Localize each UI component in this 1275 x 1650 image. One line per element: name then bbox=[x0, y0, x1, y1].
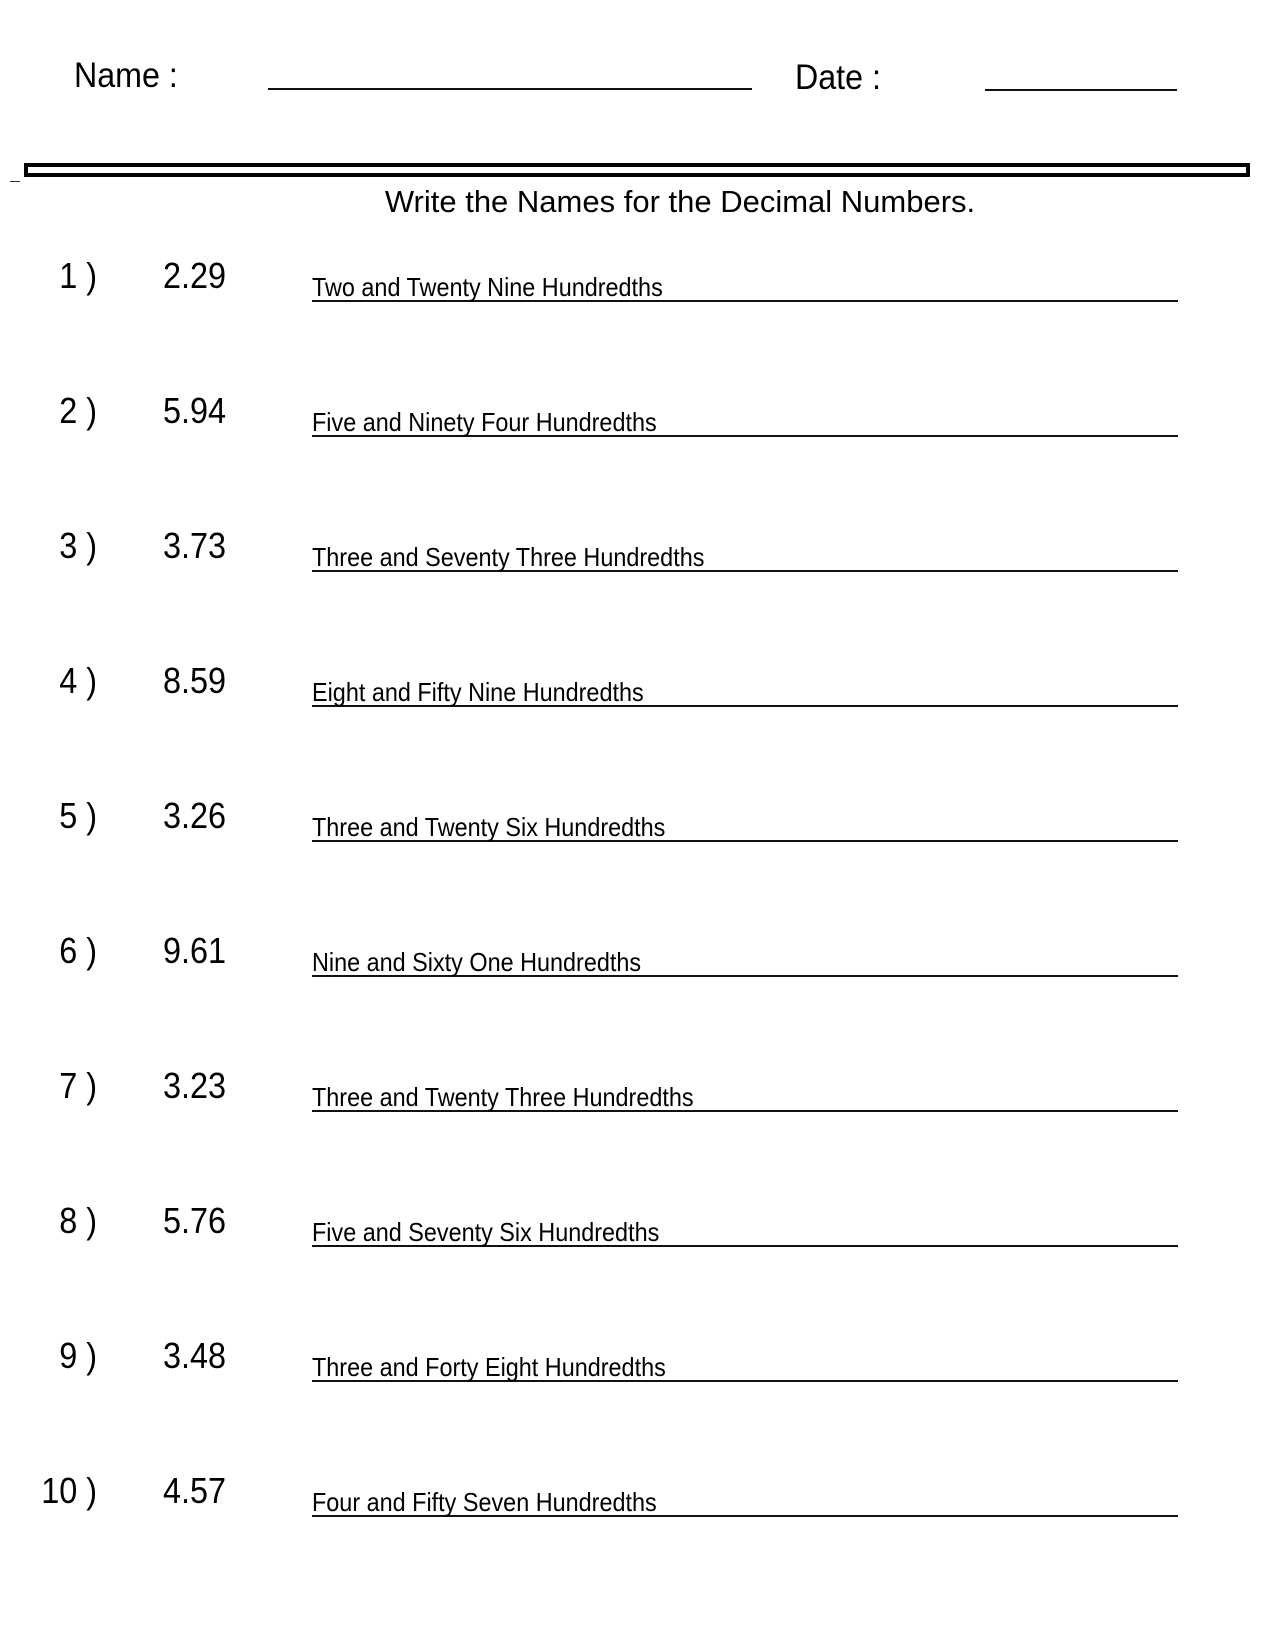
decimal-value: 5.94 bbox=[163, 390, 227, 431]
problem-number: 1 ) bbox=[59, 255, 97, 296]
header-divider bbox=[24, 163, 1250, 177]
decimal-value: 3.73 bbox=[163, 525, 227, 566]
answer-line[interactable] bbox=[312, 671, 1178, 707]
answer-text: Three and Seventy Three Hundredths bbox=[312, 542, 705, 572]
problem-number: 9 ) bbox=[59, 1335, 97, 1376]
answer-line[interactable] bbox=[312, 1076, 1178, 1112]
decimal-value: 3.26 bbox=[163, 795, 227, 836]
answer-line[interactable] bbox=[312, 941, 1178, 977]
answer-text: Four and Fifty Seven Hundredths bbox=[312, 1487, 657, 1517]
decimal-value: 2.29 bbox=[163, 255, 227, 296]
answer-text: Nine and Sixty One Hundredths bbox=[312, 947, 642, 977]
problem-number: 6 ) bbox=[59, 930, 97, 971]
decimal-value: 8.59 bbox=[163, 660, 227, 701]
answer-text: Five and Ninety Four Hundredths bbox=[312, 407, 657, 437]
answer-line[interactable] bbox=[312, 1211, 1178, 1247]
problem-row bbox=[0, 1470, 1275, 1533]
date-label: Date : bbox=[795, 58, 881, 97]
name-field-line[interactable] bbox=[268, 88, 752, 90]
answer-text: Three and Twenty Six Hundredths bbox=[312, 812, 666, 842]
answer-text: Five and Seventy Six Hundredths bbox=[312, 1217, 660, 1247]
decimal-value: 5.76 bbox=[163, 1200, 227, 1241]
problem-row bbox=[0, 1335, 1275, 1398]
answer-text: Three and Forty Eight Hundredths bbox=[312, 1352, 666, 1382]
answer-line[interactable] bbox=[312, 806, 1178, 842]
problem-row bbox=[0, 255, 1275, 318]
name-label: Name : bbox=[74, 56, 178, 95]
decimal-value: 3.48 bbox=[163, 1335, 227, 1376]
answer-line[interactable] bbox=[312, 1346, 1178, 1382]
problem-number: 3 ) bbox=[59, 525, 97, 566]
page-title: Write the Names for the Decimal Numbers. bbox=[384, 184, 976, 219]
answer-text: Three and Twenty Three Hundredths bbox=[312, 1082, 694, 1112]
decimal-value: 9.61 bbox=[163, 930, 227, 971]
answer-line[interactable] bbox=[312, 401, 1178, 437]
problem-number: 7 ) bbox=[59, 1065, 97, 1106]
problem-row bbox=[0, 390, 1275, 453]
margin-dash bbox=[10, 181, 20, 182]
problem-row bbox=[0, 1200, 1275, 1263]
problem-number: 2 ) bbox=[59, 390, 97, 431]
answer-line[interactable] bbox=[312, 1481, 1178, 1517]
problem-row bbox=[0, 795, 1275, 858]
problem-row bbox=[0, 1065, 1275, 1128]
problem-number: 10 ) bbox=[41, 1470, 97, 1511]
answer-line[interactable] bbox=[312, 536, 1178, 572]
problem-row bbox=[0, 525, 1275, 588]
answer-text: Eight and Fifty Nine Hundredths bbox=[312, 677, 644, 707]
decimal-value: 4.57 bbox=[163, 1470, 227, 1511]
problem-number: 8 ) bbox=[59, 1200, 97, 1241]
problem-row bbox=[0, 930, 1275, 993]
date-field-line[interactable] bbox=[985, 89, 1177, 91]
problem-row bbox=[0, 660, 1275, 723]
answer-text: Two and Twenty Nine Hundredths bbox=[312, 272, 663, 302]
decimal-value: 3.23 bbox=[163, 1065, 227, 1106]
problem-number: 4 ) bbox=[59, 660, 97, 701]
answer-line[interactable] bbox=[312, 266, 1178, 302]
problem-number: 5 ) bbox=[59, 795, 97, 836]
